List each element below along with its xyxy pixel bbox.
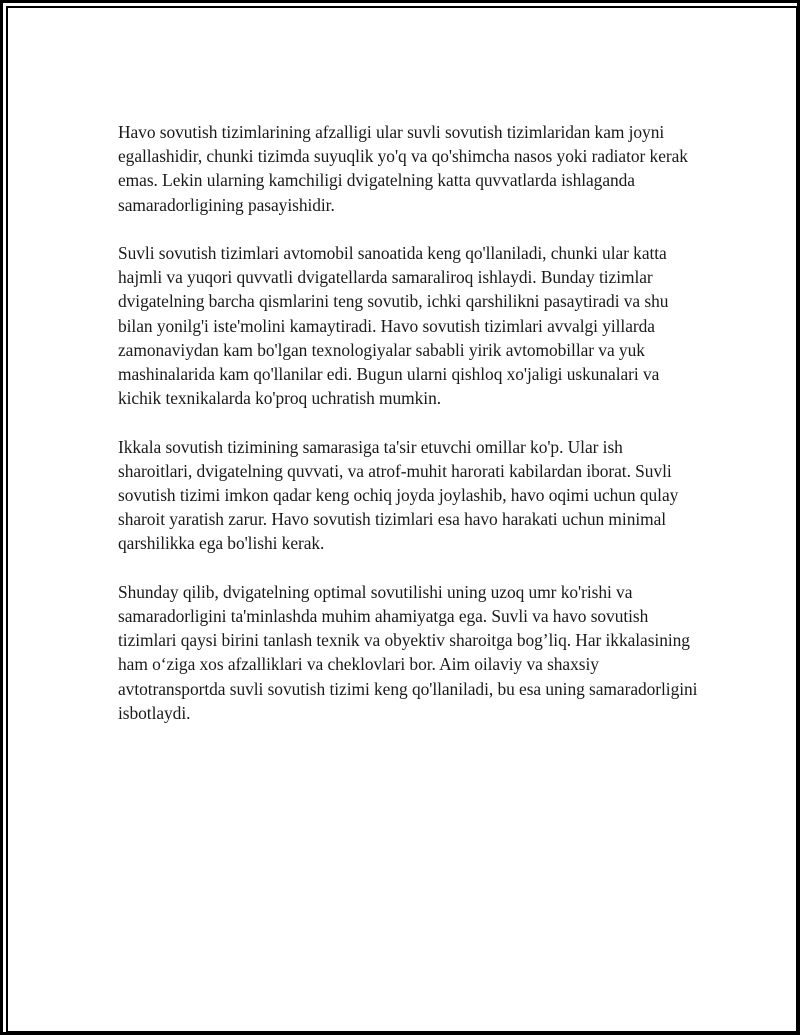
document-body	[118, 120, 698, 749]
paragraph-4: Shunday qilib, dvigatelning optimal sovutilishi uning uzoq umr ko'rishi va samaradorligini ta'minlashda muhim ahamiyatga ega. Suvli va havo sovutish tizimlari qaysi birini tanlash texnik va obyektiv sharoitga bog’liq. Har ikkalasining ham o‘ziga xos afzalliklari va cheklovlari bor. Aim oilaviy va shaxsiy avtotransportda suvli sovutish tizimi keng qo'llaniladi, bu esa uning samaradorligini isbotlaydi.	[118, 581, 698, 723]
paragraph-3: Ikkala sovutish tizimining samarasiga ta'sir etuvchi omillar ko'p. Ular ish sharoitlari, dvigatelning quvvati, va atrof-muhit harorati kabilardan iborat. Suvli sovutish tizimi imkon qadar keng ochiq joyda joylashib, havo oqimi uchun qulay sharoit yaratish zarur. Havo sovutish tizimlari esa havo harakati uchun minimal qarshilikka ega bo'lishi kerak.	[118, 436, 679, 554]
paragraph-2: Suvli sovutish tizimlari avtomobil sanoatida keng qo'llaniladi, chunki ular katta hajmli va yuqori quvvatli dvigatellarda samaraliroq ishlaydi. Bunday tizimlar dvigatelning barcha qismlarini teng sovutib, ichki qarshilikni pasaytiradi va shu bilan yonilg'i iste'molini kamaytiradi. Havo sovutish tizimlari avvalgi yillarda zamonaviydan kam bo'lgan texnologiyalar sababli yirik avtomobillar va yuk mashinalarida kam qo'llanilar edi. Bugun ularni qishloq xo'jaligi uskunalari va kichik texnikalarda ko'proq uchratish mumkin.	[118, 243, 669, 409]
paragraph-1: Havo sovutish tizimlarining afzalligi ular suvli sovutish tizimlaridan kam joyni egallashidir, chunki tizimda suyuqlik yo'q va qo'shimcha nasos yoki radiator kerak emas. Lekin ularning kamchiligi dvigatelning katta quvvatlarda ishlaganda samaradorligining pasayishidir.	[118, 122, 688, 215]
